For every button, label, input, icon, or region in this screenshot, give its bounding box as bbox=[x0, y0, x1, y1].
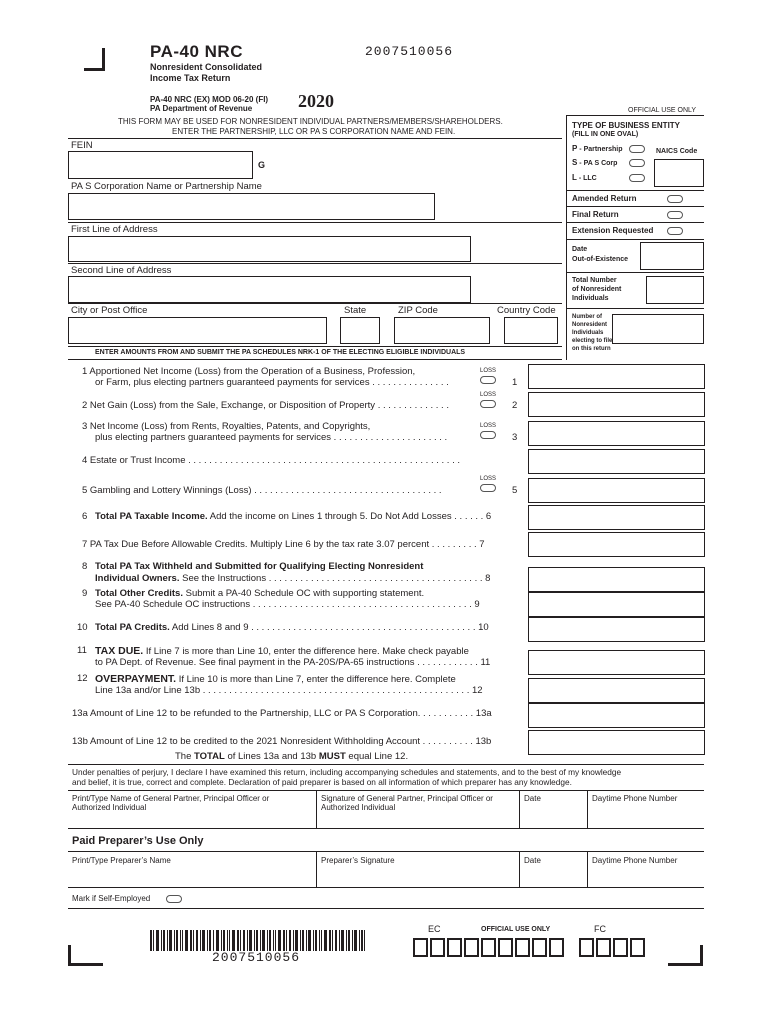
country-label: Country Code bbox=[497, 305, 556, 316]
officer-signature-field[interactable] bbox=[68, 790, 704, 828]
line12-text-b: Line 13a and/or Line 13b . . . . . . . . . . . . . . . . . . . . . . . . . . . . . . . . . . . . . . . . . . . . . . . . . . . 12 bbox=[95, 685, 483, 696]
divider bbox=[68, 828, 704, 829]
ec-digit-box bbox=[549, 938, 564, 957]
divider bbox=[68, 359, 562, 360]
line10-text: Total PA Credits. Add Lines 8 and 9 . . . . . . . . . . . . . . . . . . . . . . . . . . . . . . . . . . . . . . . . . . . 10 bbox=[95, 622, 489, 633]
address1-label: First Line of Address bbox=[71, 224, 158, 235]
line3-loss-label: LOSS bbox=[480, 423, 497, 429]
line11-amount[interactable] bbox=[528, 650, 705, 675]
line13a-amount[interactable] bbox=[528, 703, 705, 728]
preparer-sig-label: Preparer’s Signature bbox=[321, 856, 395, 865]
line1-loss-oval[interactable] bbox=[480, 376, 496, 384]
line2-loss-label: LOSS bbox=[480, 392, 497, 398]
ec-digit-box bbox=[532, 938, 547, 957]
address1-field[interactable] bbox=[68, 236, 471, 262]
line8-number-left: 8 bbox=[82, 561, 88, 572]
business-type-title: TYPE OF BUSINESS ENTITY bbox=[572, 121, 681, 130]
line3-loss-oval[interactable] bbox=[480, 431, 496, 439]
line12-text-a: OVERPAYMENT. If Line 10 is more than Line 7, enter the difference here. Complete bbox=[95, 673, 456, 685]
corp-name-field[interactable] bbox=[68, 193, 435, 220]
corp-name-label: PA S Corporation Name or Partnership Name bbox=[71, 181, 262, 192]
officer-name-label2: Authorized Individual bbox=[72, 803, 147, 812]
corner-mark-top-right bbox=[84, 48, 105, 71]
mod-line: PA-40 NRC (EX) MOD 06-20 (FI) bbox=[150, 95, 269, 104]
line8-text-a: Total PA Tax Withheld and Submitted for Qualifying Electing Nonresident bbox=[95, 561, 424, 572]
corner-mark-bottom-right bbox=[668, 945, 703, 966]
form-title-line1: Nonresident Consolidated bbox=[150, 62, 263, 72]
naics-label: NAICS Code bbox=[656, 148, 698, 155]
divider bbox=[566, 190, 704, 191]
right-panel-border bbox=[566, 115, 567, 360]
fc-label: FC bbox=[594, 924, 606, 934]
notice-line2: ENTER THE PARTNERSHIP, LLC OR PA S CORPORATION NAME AND FEIN. bbox=[172, 127, 456, 136]
extension-oval[interactable] bbox=[667, 227, 683, 235]
zip-label: ZIP Code bbox=[398, 305, 438, 316]
state-label: State bbox=[344, 305, 367, 316]
official-use-footer-label: OFFICIAL USE ONLY bbox=[481, 926, 551, 933]
line6-text: Total PA Taxable Income. Add the income on Lines 1 through 5. Do Not Add Losses . . . . . . 6 bbox=[95, 511, 492, 522]
fein-suffix: G bbox=[258, 160, 266, 170]
line2-number: 2 bbox=[512, 400, 518, 411]
partnership-oval[interactable] bbox=[629, 145, 645, 153]
line9-number-left: 9 bbox=[82, 588, 88, 599]
divider bbox=[68, 222, 562, 223]
officer-sig-label2: Authorized Individual bbox=[321, 803, 396, 812]
zip-field[interactable] bbox=[394, 317, 490, 344]
line9-text-b: See PA-40 Schedule OC instructions . . . . . . . . . . . . . . . . . . . . . . . . . . . . . . . . . . . . . . . . . . 9 bbox=[95, 599, 480, 610]
fc-digit-box bbox=[579, 938, 594, 957]
form-title-line2: Income Tax Return bbox=[150, 73, 231, 83]
naics-field[interactable] bbox=[654, 159, 704, 187]
line2-amount[interactable] bbox=[528, 392, 705, 417]
country-field[interactable] bbox=[504, 317, 558, 344]
date-oe-label1: Date bbox=[572, 246, 588, 253]
line9-text-a: Total Other Credits. Submit a PA-40 Schedule OC with supporting statement. bbox=[95, 588, 425, 599]
line11-text-a: TAX DUE. If Line 7 is more than Line 10, enter the difference here. Make check payable bbox=[95, 645, 469, 657]
officer-phone-label: Daytime Phone Number bbox=[592, 794, 678, 803]
tax-year: 2020 bbox=[298, 91, 334, 111]
document-number: 2007510056 bbox=[365, 44, 454, 59]
line1-text-b: or Farm, plus electing partners guaranteed payments for services . . . . . . . . . . . . . . . bbox=[95, 377, 449, 388]
divider bbox=[566, 308, 704, 309]
fein-field[interactable] bbox=[68, 151, 253, 179]
divider bbox=[68, 263, 562, 264]
s-corp-oval[interactable] bbox=[629, 159, 645, 167]
line6-amount[interactable] bbox=[528, 505, 705, 530]
ec-digit-box bbox=[464, 938, 479, 957]
total-13-note: The TOTAL of Lines 13a and 13b MUST equal Line 12. bbox=[175, 751, 409, 762]
divider bbox=[68, 887, 704, 888]
divider bbox=[566, 222, 704, 223]
amended-return-oval[interactable] bbox=[667, 195, 683, 203]
total-nonresident-field[interactable] bbox=[646, 276, 704, 304]
line4-text: 4 Estate or Trust Income . . . . . . . . . . . . . . . . . . . . . . . . . . . . . . . . . . . . . . . . . . . . . . . . . . . . bbox=[82, 455, 460, 466]
fc-digit-box bbox=[630, 938, 645, 957]
fc-digit-box bbox=[613, 938, 628, 957]
enter-amounts-notice: ENTER AMOUNTS FROM AND SUBMIT THE PA SCHEDULES NRK-1 OF THE ELECTING ELIGIBLE INDIVIDUALS bbox=[95, 349, 466, 356]
line5-text: 5 Gambling and Lottery Winnings (Loss) . . . . . . . . . . . . . . . . . . . . . . . . . . . . . . . . . . . . bbox=[82, 485, 442, 496]
ec-label: EC bbox=[428, 924, 441, 934]
line10-number-left: 10 bbox=[77, 622, 88, 633]
col-divider bbox=[316, 851, 317, 887]
ec-digit-box bbox=[498, 938, 513, 957]
city-field[interactable] bbox=[68, 317, 327, 344]
line1-loss-label: LOSS bbox=[480, 368, 497, 374]
address2-label: Second Line of Address bbox=[71, 265, 172, 276]
divider bbox=[68, 346, 562, 347]
barcode-number: 2007510056 bbox=[212, 950, 301, 965]
officer-sig-label1: Signature of General Partner, Principal Officer or bbox=[321, 794, 493, 803]
line12-amount[interactable] bbox=[528, 678, 705, 703]
line11-number-left: 11 bbox=[77, 645, 87, 656]
divider bbox=[68, 303, 562, 304]
ec-digit-box bbox=[515, 938, 530, 957]
line8-amount[interactable] bbox=[528, 567, 705, 592]
line13b-text: 13b Amount of Line 12 to be credited to the 2021 Nonresident Withholding Account . . . . . . . . . . 13b bbox=[72, 736, 492, 747]
line2-text: 2 Net Gain (Loss) from the Sale, Exchange, or Disposition of Property . . . . . . . . . . . . . . bbox=[82, 400, 449, 411]
divider bbox=[68, 908, 704, 909]
self-employed-label: Mark if Self-Employed bbox=[72, 894, 151, 903]
divider bbox=[566, 272, 704, 273]
num-electing-field[interactable] bbox=[612, 314, 704, 344]
partnership-option: P - Partnership bbox=[572, 144, 623, 153]
form-code: PA-40 NRC bbox=[150, 42, 243, 61]
line9-amount[interactable] bbox=[528, 592, 705, 617]
fc-boxes[interactable] bbox=[579, 938, 647, 957]
ec-boxes[interactable] bbox=[413, 938, 566, 957]
divider bbox=[68, 764, 704, 765]
line5-number: 5 bbox=[512, 485, 518, 496]
final-return-oval[interactable] bbox=[667, 211, 683, 219]
line10-amount[interactable] bbox=[528, 617, 705, 642]
line1-text-a: 1 Apportioned Net Income (Loss) from the Operation of a Business, Profession, bbox=[82, 366, 416, 377]
preparer-name-label: Print/Type Preparer’s Name bbox=[72, 856, 171, 865]
ec-digit-box bbox=[481, 938, 496, 957]
llc-option: L - LLC bbox=[572, 173, 597, 182]
num-nr-label4: electing to file bbox=[572, 338, 613, 344]
preparer-phone-label: Daytime Phone Number bbox=[592, 856, 678, 865]
barcode-image bbox=[150, 930, 365, 951]
line6-number-left: 6 bbox=[82, 511, 88, 522]
final-return-label: Final Return bbox=[572, 210, 619, 219]
address2-field[interactable] bbox=[68, 276, 471, 303]
total-nr-label3: Individuals bbox=[572, 295, 609, 302]
divider bbox=[566, 239, 704, 240]
corner-mark-bottom-left bbox=[68, 945, 103, 966]
line1-number: 1 bbox=[512, 377, 518, 388]
line7-amount[interactable] bbox=[528, 532, 705, 557]
line13b-amount[interactable] bbox=[528, 730, 705, 755]
amended-return-label: Amended Return bbox=[572, 194, 637, 203]
perjury-line2: and belief, it is true, correct and complete. Declaration of paid preparer is based on all information of which preparer has any knowledge. bbox=[72, 777, 572, 787]
col-divider bbox=[519, 851, 520, 887]
total-nr-label1: Total Number bbox=[572, 277, 617, 284]
col-divider bbox=[587, 851, 588, 887]
line3-number: 3 bbox=[512, 432, 518, 443]
line7-text: 7 PA Tax Due Before Allowable Credits. Multiply Line 6 by the tax rate 3.07 percent . . . . . . . . . 7 bbox=[82, 539, 485, 550]
divider bbox=[68, 138, 562, 139]
line8-text-b: Individual Owners. See the Instructions . . . . . . . . . . . . . . . . . . . . . . . . . . . . . . . . . . . . . . . . . 8 bbox=[95, 573, 491, 584]
preparer-date-label: Date bbox=[524, 856, 541, 865]
line12-number-left: 12 bbox=[77, 673, 88, 684]
fc-digit-box bbox=[596, 938, 611, 957]
line2-loss-oval[interactable] bbox=[480, 400, 496, 408]
line11-text-b: to PA Dept. of Revenue. See final payment in the PA-20S/PA-65 instructions . . . . . . . . . . . . 11 bbox=[95, 657, 491, 668]
num-nr-label3: Individuals bbox=[572, 330, 604, 336]
fein-label: FEIN bbox=[71, 140, 93, 151]
line3-amount[interactable] bbox=[528, 421, 705, 446]
self-employed-oval[interactable] bbox=[166, 895, 182, 903]
official-use-label: OFFICIAL USE ONLY bbox=[628, 107, 697, 114]
ec-digit-box bbox=[447, 938, 462, 957]
preparer-title: Paid Preparer’s Use Only bbox=[72, 835, 204, 847]
ec-digit-box bbox=[413, 938, 428, 957]
total-nr-label2: of Nonresident bbox=[572, 286, 622, 293]
line1-amount[interactable] bbox=[528, 364, 705, 389]
s-corp-option: S - PA S Corp bbox=[572, 158, 618, 167]
num-nr-label2: Nonresident bbox=[572, 322, 608, 328]
city-label: City or Post Office bbox=[71, 305, 148, 316]
officer-name-label1: Print/Type Name of General Partner, Principal Officer or bbox=[72, 794, 270, 803]
date-out-of-existence-field[interactable] bbox=[640, 242, 704, 270]
notice-line1: THIS FORM MAY BE USED FOR NONRESIDENT INDIVIDUAL PARTNERS/MEMBERS/SHAREHOLDERS. bbox=[118, 117, 503, 126]
business-type-subtitle: (FILL IN ONE OVAL) bbox=[572, 131, 639, 138]
department: PA Department of Revenue bbox=[150, 104, 253, 113]
line3-text-b: plus electing partners guaranteed payments for services . . . . . . . . . . . . . . . . . . . . . . bbox=[95, 432, 448, 443]
divider bbox=[566, 206, 704, 207]
line5-amount[interactable] bbox=[528, 478, 705, 503]
line13a-text: 13a Amount of Line 12 to be refunded to the Partnership, LLC or PA S Corporation. . . . . . . . . . . 13a bbox=[72, 708, 492, 719]
num-nr-label5: on this return bbox=[572, 346, 611, 352]
divider bbox=[68, 851, 704, 852]
line5-loss-oval[interactable] bbox=[480, 484, 496, 492]
line3-text-a: 3 Net Income (Loss) from Rents, Royalties, Patents, and Copyrights, bbox=[82, 421, 371, 432]
ec-digit-box bbox=[430, 938, 445, 957]
line5-loss-label: LOSS bbox=[480, 476, 497, 482]
num-nr-label1: Number of bbox=[572, 314, 602, 320]
state-field[interactable] bbox=[340, 317, 380, 344]
date-oe-label2: Out-of-Existence bbox=[572, 256, 629, 263]
officer-date-label: Date bbox=[524, 794, 541, 803]
extension-label: Extension Requested bbox=[572, 226, 654, 235]
perjury-line1: Under penalties of perjury, I declare I have examined this return, including accompanying schedules and statements, and to the best of my knowledge bbox=[72, 767, 622, 777]
llc-oval[interactable] bbox=[629, 174, 645, 182]
right-panel-top bbox=[566, 115, 704, 116]
line4-amount[interactable] bbox=[528, 449, 705, 474]
